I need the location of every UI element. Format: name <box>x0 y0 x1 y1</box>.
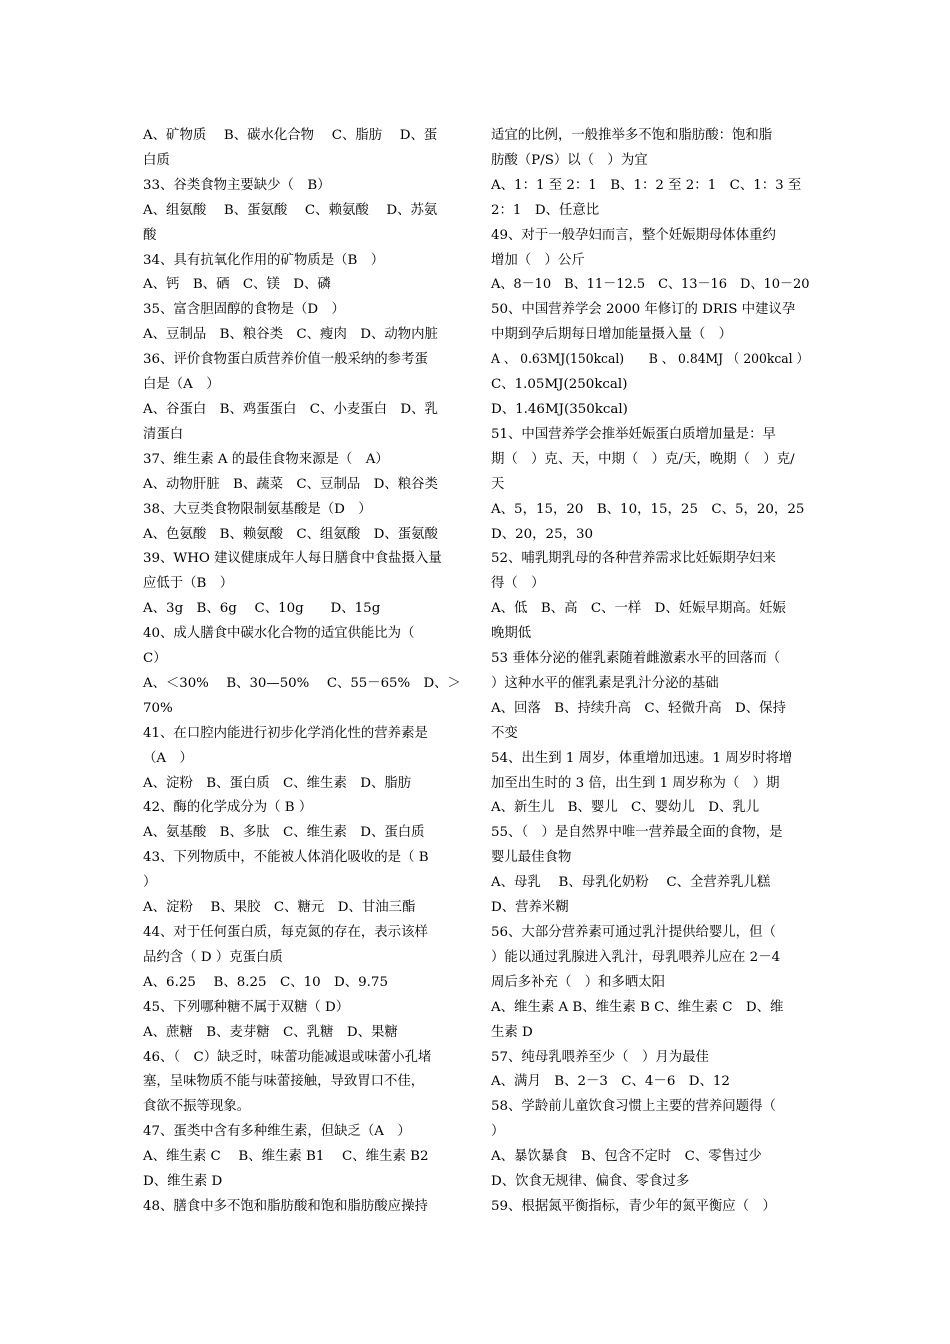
right-column-line: A、低 B、高 C、一样 D、妊娠早期高。妊娠 <box>491 601 786 617</box>
left-column-line: 48、膳食中多不饱和脂肪酸和饱和脂肪酸应操持 <box>143 1198 428 1214</box>
left-column-line: A、谷蛋白 B、鸡蛋蛋白 C、小麦蛋白 D、乳 <box>143 401 438 417</box>
left-column-line: A、动物肝脏 B、蔬菜 C、豆制品 D、粮谷类 <box>143 476 438 492</box>
right-column-line: 53 垂体分泌的催乳素随着雌激素水平的回落而（ <box>491 651 781 667</box>
right-column-line: A、回落 B、持续升高 C、轻微升高 D、保持 <box>491 700 786 716</box>
right-column-line: D、1.46MJ(350kcal) <box>491 401 628 417</box>
right-column-line: 不变 <box>491 725 518 741</box>
left-column-line: 46、（ C）缺乏时，味蕾功能减退或味蕾小孔堵 <box>143 1049 432 1065</box>
right-column-line: 54、出生到 1 周岁，体重增加迅速。1 周岁时将增 <box>491 750 793 766</box>
left-column-line: 品约含（ D ）克蛋白质 <box>143 949 283 965</box>
left-column-line: 38、大豆类食物限制氨基酸是（D ） <box>143 501 372 517</box>
left-column-line: A、组氨酸 B、蛋氨酸 C、赖氨酸 D、苏氨 <box>143 202 438 218</box>
left-column-line: 43、下列物质中，不能被人体消化吸收的是（ B <box>143 850 429 866</box>
right-column-line: 期（ ）克、天，中期（ ）克/天，晚期（ ）克/ <box>491 451 795 467</box>
left-column-line: A、维生素 C B、维生素 B1 C、维生素 B2 <box>143 1149 429 1165</box>
right-column-line: 婴儿最佳食物 <box>491 850 572 866</box>
right-column-line: ） <box>491 1124 505 1140</box>
left-column-line: A、色氨酸 B、赖氨酸 C、组氨酸 D、蛋氨酸 <box>143 526 438 542</box>
left-column-line: C） <box>143 651 167 667</box>
left-column-line: （A ） <box>143 750 193 766</box>
right-column-line: A、暴饮暴食 B、包含不定时 C、零售过少 <box>491 1149 762 1165</box>
left-column-line: A、3g B、6g C、10g D、15g <box>143 601 381 617</box>
left-column-line: 白是（A ） <box>143 377 220 393</box>
right-column-line: ）这种水平的催乳素是乳汁分泌的基础 <box>491 675 719 691</box>
right-column-line: 加至出生时的 3 倍，出生到 1 周岁称为（ ）期 <box>491 775 780 791</box>
right-column-line: A 、 0.63MJ(150kcal) B 、 0.84MJ （ 200kcal ） <box>491 352 809 368</box>
left-column-line: A、淀粉 B、蛋白质 C、维生素 D、脂肪 <box>143 775 412 791</box>
right-column-line: 得（ ） <box>491 576 545 592</box>
right-column-line: 59、根据氮平衡指标，青少年的氮平衡应（ ） <box>491 1198 776 1214</box>
left-column-line: A、氨基酸 B、多肽 C、维生素 D、蛋白质 <box>143 825 425 841</box>
left-column-line: 35、富含胆固醇的食物是（D ） <box>143 302 345 318</box>
left-text-column <box>143 124 461 1220</box>
left-column-line: 70% <box>143 700 173 716</box>
right-column-line: A、5，15，20 B、10，15，25 C、5，20，25 <box>491 501 805 517</box>
left-column-line: 塞，呈味物质不能与味蕾接触，导致胃口不佳， <box>143 1074 425 1090</box>
left-column-line: 47、蛋类中含有多种维生素，但缺乏（A ） <box>143 1124 411 1140</box>
right-column-line: 天 <box>491 476 505 492</box>
right-column-line: 52、哺乳期乳母的各种营养需求比妊娠期孕妇来 <box>491 551 776 567</box>
right-column-line: 中期到孕后期每日增加能量摄入量（ ） <box>491 327 733 343</box>
left-column-line: 39、WHO 建议健康成年人每日膳食中食盐摄入量 <box>143 551 442 567</box>
right-column-line: D、饮食无规律、偏食、零食过多 <box>491 1174 690 1190</box>
left-column-line: ） <box>143 875 157 891</box>
left-column-line: 34、具有抗氧化作用的矿物质是（B ） <box>143 252 385 268</box>
right-column-line: 生素 D <box>491 1024 533 1040</box>
right-column-line: 56、大部分营养素可通过乳汁提供给婴儿，但（ <box>491 925 776 940</box>
left-column-line: 40、成人膳食中碳水化合物的适宜供能比为（ <box>143 626 415 642</box>
left-column-line: 白质 <box>143 152 170 168</box>
left-column-line: 37、维生素 A 的最佳食物来源是（ A） <box>143 451 389 467</box>
right-column-line: 增加（ ）公斤 <box>491 252 585 268</box>
right-column-line: 49、对于一般孕妇而言，整个妊娠期母体体重约 <box>491 227 776 243</box>
left-column-line: A、矿物质 B、碳水化合物 C、脂肪 D、蛋 <box>143 128 438 143</box>
left-column-line: A、蔗糖 B、麦芽糖 C、乳糖 D、果糖 <box>143 1024 398 1040</box>
left-column-line: D、维生素 D <box>143 1174 223 1190</box>
right-column-line: 肪酸（P/S）以（ ）为宜 <box>491 152 648 168</box>
right-column-line: 2：1 D、任意比 <box>491 202 600 218</box>
right-column-line: D、营养米糊 <box>491 900 569 916</box>
right-column-line: A、8－10 B、11－12.5 C、13－16 D、10－20 <box>491 277 810 293</box>
right-column-line: 适宜的比例，一般推举多不饱和脂肪酸：饱和脂 <box>491 128 773 143</box>
left-column-line: 酸 <box>143 227 157 243</box>
right-column-line: ）能以通过乳腺进入乳汁，母乳喂养儿应在 2－4 <box>491 949 781 965</box>
left-column-line: 44、对于任何蛋白质，每克氮的存在，表示该样 <box>143 925 428 940</box>
right-text-column <box>491 124 809 1220</box>
right-column-line: 50、中国营养学会 2000 年修订的 DRIS 中建议孕 <box>491 302 796 318</box>
left-column-line: A、淀粉 B、果胶 C、糖元 D、甘油三酯 <box>143 900 416 916</box>
right-column-line: A、母乳 B、母乳化奶粉 C、全营养乳儿糕 <box>491 875 771 891</box>
right-column-line: A、1：1 至 2：1 B、1：2 至 2：1 C、1：3 至 <box>491 177 802 193</box>
right-column-line: A、新生儿 B、婴儿 C、婴幼儿 D、乳儿 <box>491 800 760 816</box>
left-column-line: 清蛋白 <box>143 426 184 442</box>
right-column-line: D、20，25，30 <box>491 526 594 542</box>
left-column-line: 42、酶的化学成分为（ B ） <box>143 800 313 816</box>
left-column-line: 33、谷类食物主要缺少（ B） <box>143 177 331 193</box>
left-column-line: A、钙 B、硒 C、镁 D、磷 <box>143 277 331 293</box>
left-column-line: A、＜30% B、30—50% C、55－65% D、＞ <box>143 675 461 691</box>
left-column-line: 36、评价食物蛋白质营养价值一般采纳的参考蛋 <box>143 352 428 368</box>
left-column-line: 45、下列哪种糖不属于双糖（ D） <box>143 999 350 1015</box>
left-column-line: 应低于（B ） <box>143 576 234 592</box>
right-column-line: 周后多补充（ ）和多晒太阳 <box>491 974 666 990</box>
left-column-line: 食欲不振等现象。 <box>143 1099 251 1115</box>
left-column-line: A、豆制品 B、粮谷类 C、瘦肉 D、动物内脏 <box>143 327 438 343</box>
left-column-line: A、6.25 B、8.25 C、10 D、9.75 <box>143 974 388 990</box>
right-column-line: 57、纯母乳喂养至少（ ）月为最佳 <box>491 1049 709 1065</box>
left-column-line: 41、在口腔内能进行初步化学消化性的营养素是 <box>143 725 428 741</box>
right-column-line: 55、（ ）是自然界中唯一营养最全面的食物，是 <box>491 825 783 841</box>
right-column-line: C、1.05MJ(250kcal) <box>491 377 628 393</box>
right-column-line: 51、中国营养学会推举妊娠蛋白质增加量是：早 <box>491 426 776 442</box>
right-column-line: A、维生素 A B、维生素 B C、维生素 C D、维 <box>491 999 784 1015</box>
right-column-line: 58、学龄前儿童饮食习惯上主要的营养问题得（ <box>491 1099 776 1115</box>
right-column-line: A、满月 B、2－3 C、4－6 D、12 <box>491 1074 730 1090</box>
right-column-line: 晚期低 <box>491 626 532 642</box>
